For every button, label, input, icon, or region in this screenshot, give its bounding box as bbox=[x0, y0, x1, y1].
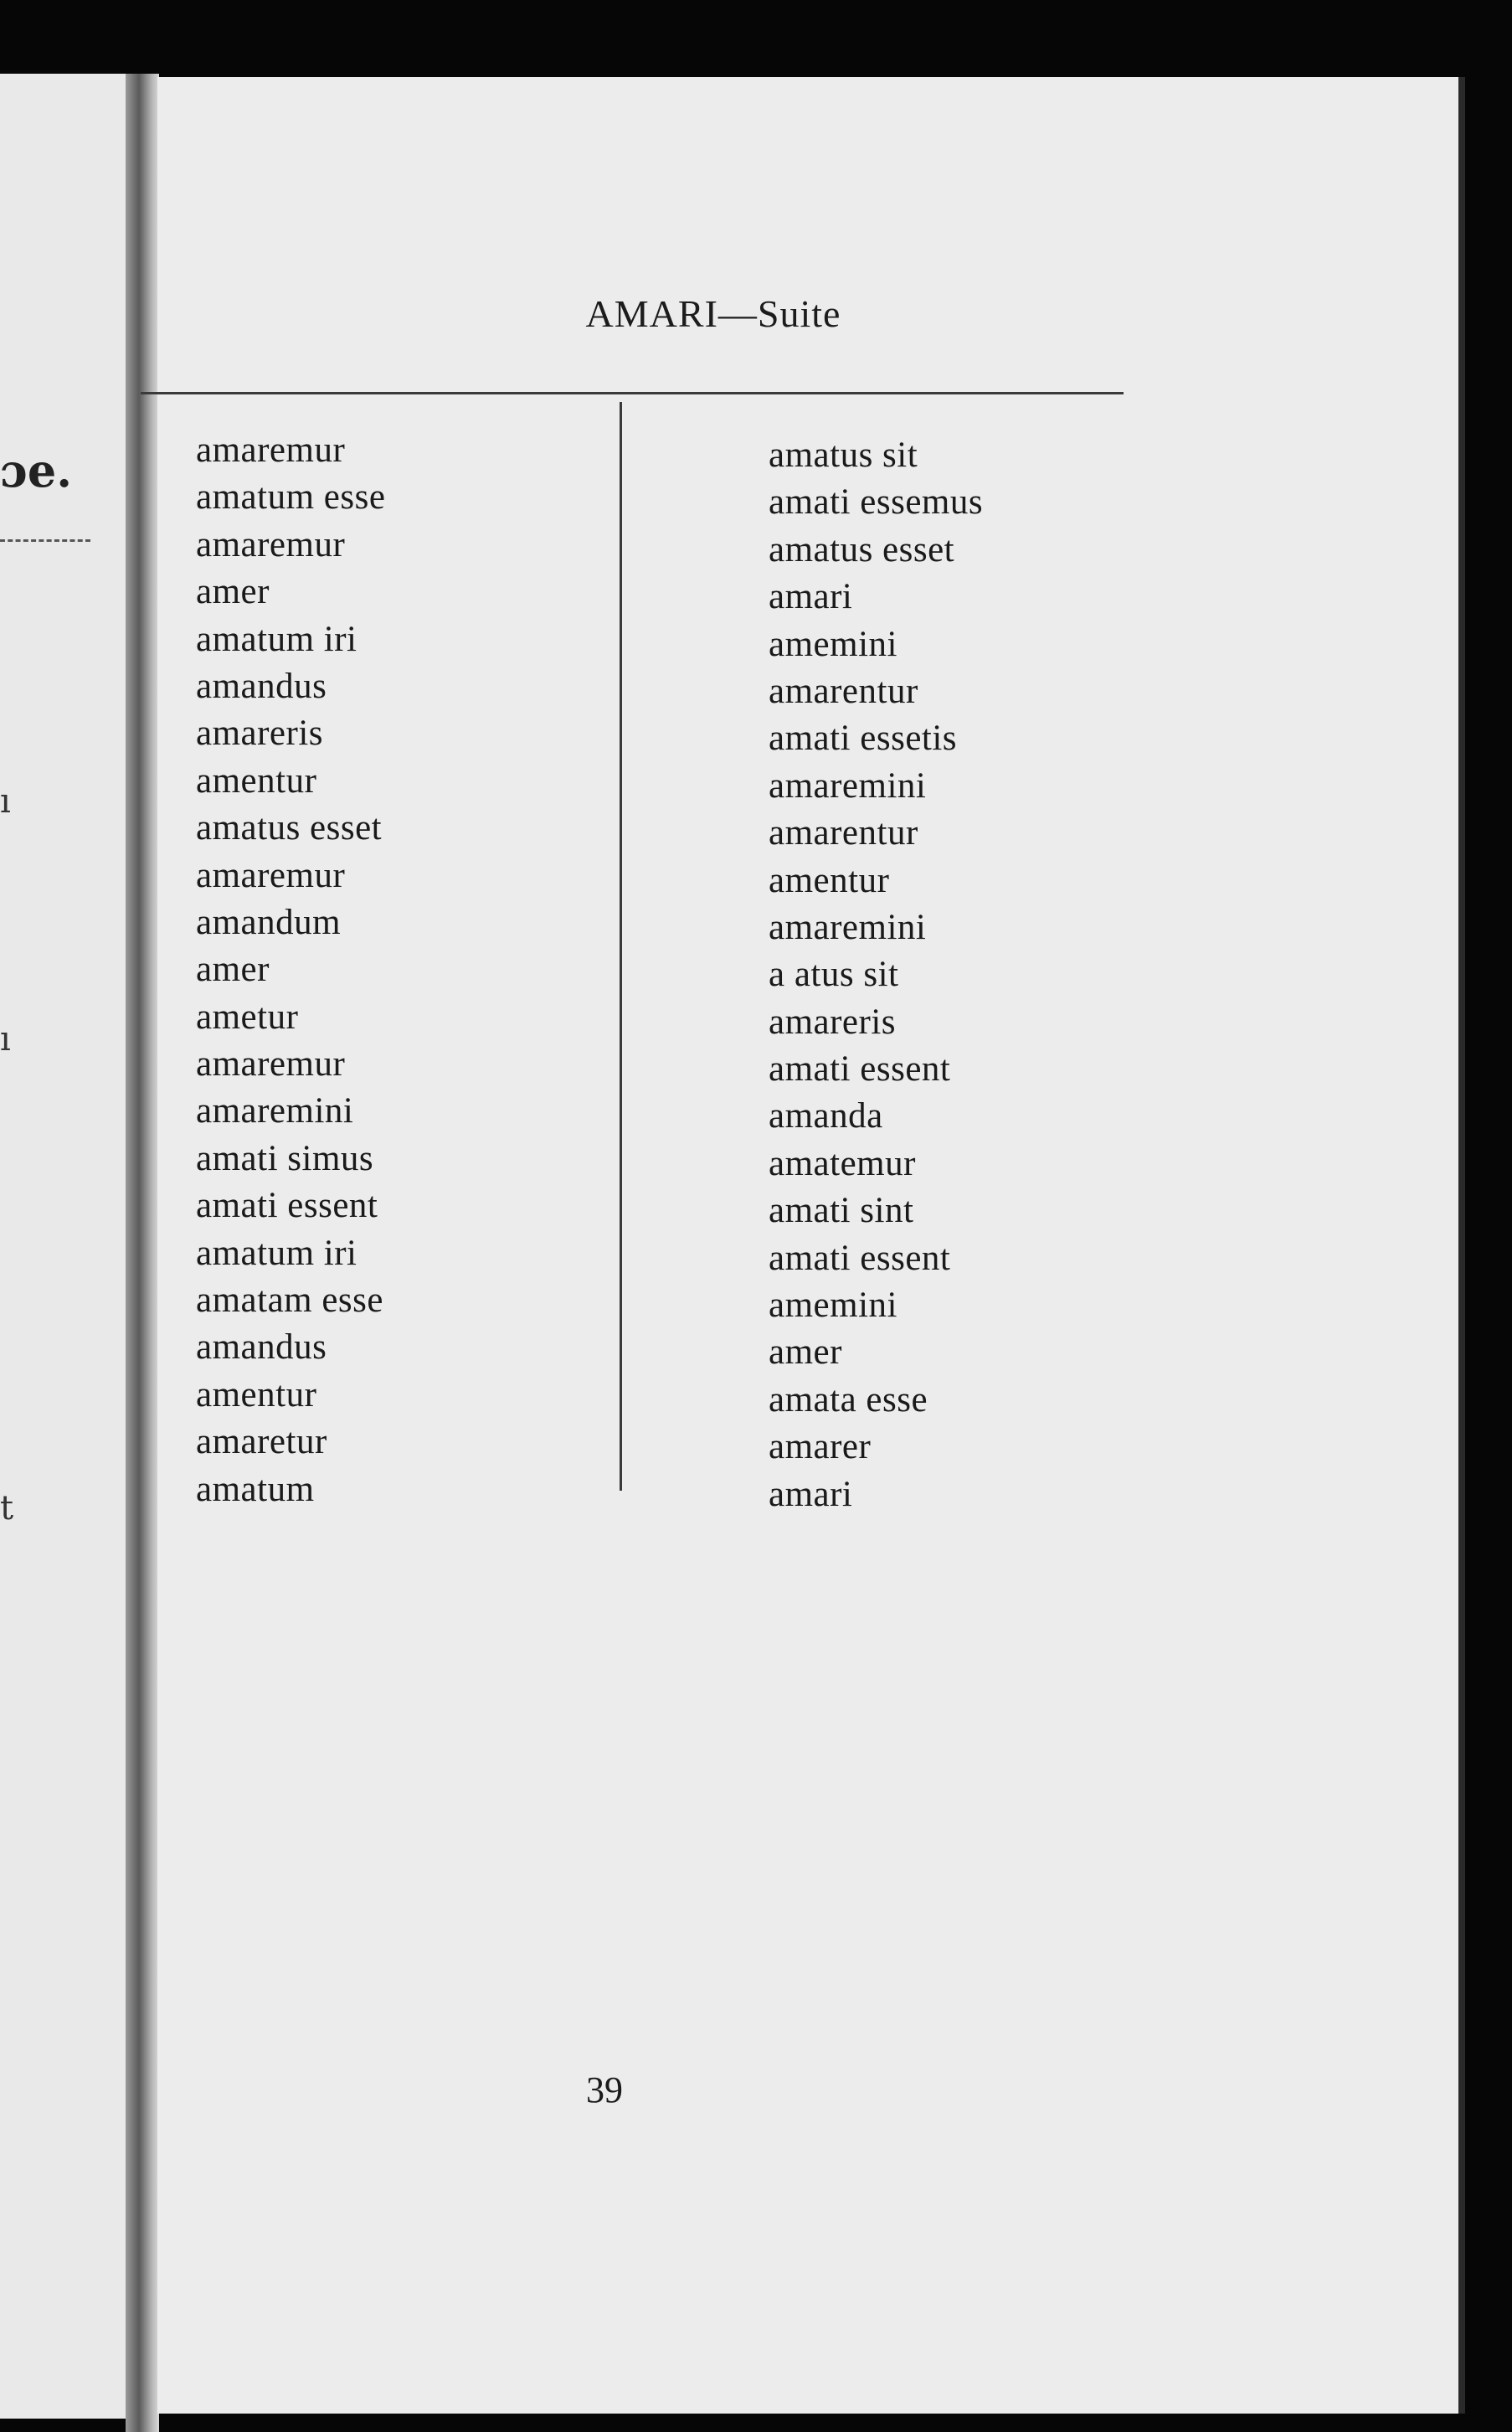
left-word-column bbox=[196, 427, 385, 1513]
word-form: amati essent bbox=[196, 1186, 378, 1226]
word-form: a atus sit bbox=[769, 955, 899, 995]
previous-page-letter: ı bbox=[0, 782, 11, 821]
previous-page-letter: t bbox=[0, 1489, 14, 1528]
previous-page-edge bbox=[0, 74, 134, 2419]
word-form: ametur bbox=[196, 997, 299, 1037]
previous-page-rule bbox=[0, 539, 90, 542]
word-form: amati essent bbox=[769, 1238, 951, 1278]
previous-page-heading-fragment: ɔe. bbox=[0, 444, 73, 497]
word-form: amatemur bbox=[769, 1143, 916, 1183]
word-form: amaremur bbox=[196, 524, 346, 564]
running-head: AMARI—Suite bbox=[585, 292, 841, 335]
word-form: amari bbox=[769, 577, 853, 617]
word-form: amati essetis bbox=[769, 719, 958, 759]
word-form: amaretur bbox=[196, 1422, 327, 1462]
previous-page-letter: ı bbox=[0, 1020, 11, 1059]
word-form: amareris bbox=[769, 1002, 897, 1042]
word-form: amemini bbox=[769, 624, 897, 664]
right-word-column bbox=[769, 432, 983, 1518]
word-form: amandum bbox=[196, 902, 342, 942]
word-form: amatus esset bbox=[196, 808, 383, 848]
word-form: amanda bbox=[769, 1096, 883, 1136]
word-form: amaremini bbox=[769, 765, 927, 806]
word-form: amandus bbox=[196, 666, 327, 706]
word-form: amentur bbox=[196, 1374, 317, 1414]
word-form: amer bbox=[196, 950, 270, 990]
word-form: amarer bbox=[769, 1427, 872, 1467]
book-page bbox=[157, 77, 1465, 2414]
word-form: amarentur bbox=[769, 671, 918, 711]
word-form: amarentur bbox=[769, 813, 918, 853]
word-form: amatus sit bbox=[769, 435, 918, 475]
header-rule bbox=[141, 392, 1124, 394]
word-form: amer bbox=[769, 1332, 842, 1373]
word-form: amatum iri bbox=[196, 619, 357, 659]
word-form: amer bbox=[196, 572, 270, 612]
word-form: amemini bbox=[769, 1286, 897, 1326]
word-form: amari bbox=[769, 1474, 853, 1514]
word-form: amandus bbox=[196, 1327, 327, 1368]
word-form: amata esse bbox=[769, 1379, 928, 1420]
word-form: amentur bbox=[196, 760, 317, 801]
word-form: amatam esse bbox=[196, 1280, 383, 1321]
word-form: amaremini bbox=[196, 1091, 354, 1131]
word-form: amaremur bbox=[196, 430, 346, 470]
word-form: amaremur bbox=[196, 1044, 346, 1085]
word-form: amentur bbox=[769, 860, 890, 900]
word-form: amatum bbox=[196, 1469, 315, 1509]
book-gutter bbox=[126, 74, 159, 2432]
page-number: 39 bbox=[586, 2069, 623, 2110]
word-form: amatum esse bbox=[196, 477, 386, 518]
word-form: amaremini bbox=[769, 907, 927, 947]
word-form: amaremur bbox=[196, 855, 346, 895]
word-form: amati sint bbox=[769, 1191, 914, 1231]
column-divider bbox=[620, 402, 622, 1491]
word-form: amareris bbox=[196, 714, 324, 754]
word-form: amati simus bbox=[196, 1138, 374, 1178]
word-form: amatus esset bbox=[769, 529, 955, 569]
word-form: amati essent bbox=[769, 1049, 951, 1090]
word-form: amatum iri bbox=[196, 1233, 357, 1273]
word-form: amati essemus bbox=[769, 482, 984, 523]
